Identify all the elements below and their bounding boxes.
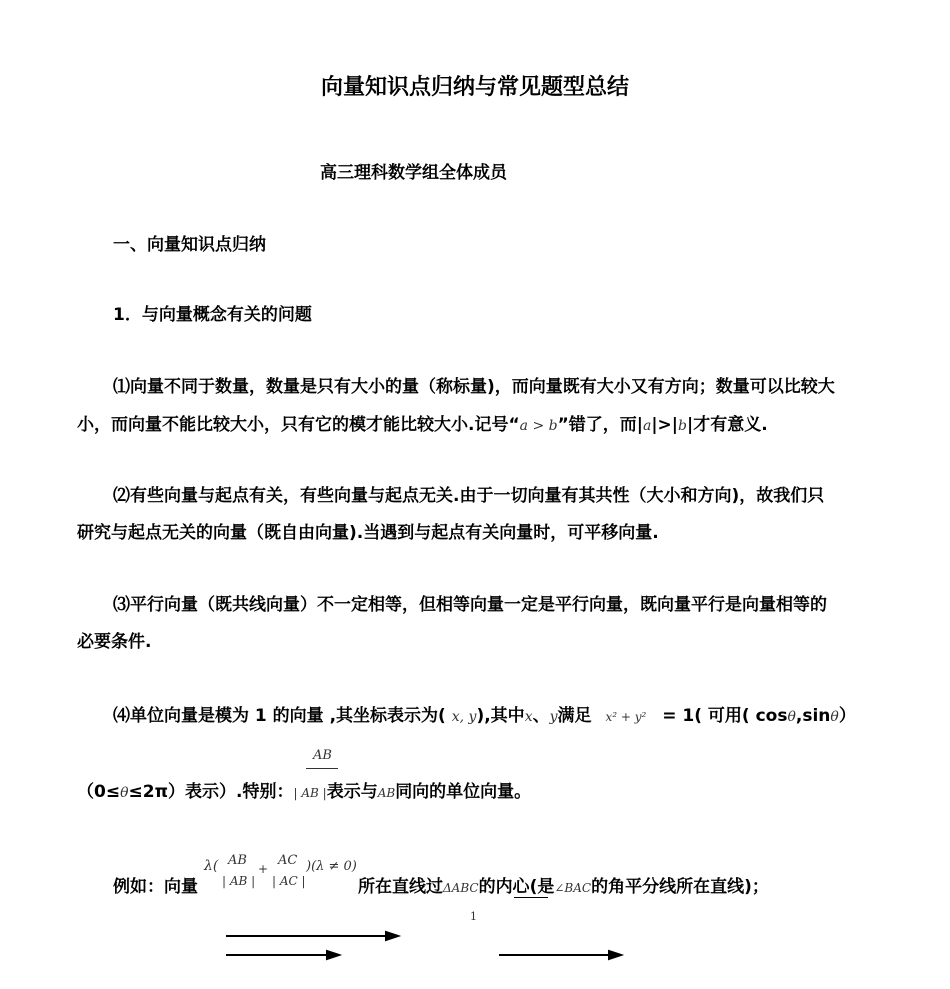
f2-den: | AC | — [272, 874, 306, 888]
p4-line2-c: 表示与 — [326, 782, 378, 802]
p4-text-a: ⑷单位向量是模为 1 的向量 ,其坐标表示为( — [113, 706, 446, 726]
example-text-d: 的角平分线所在直线)； — [591, 877, 769, 897]
math-y: y — [549, 709, 558, 725]
math-b: b — [678, 418, 687, 434]
page-title: 向量知识点归纳与常见题型总结 — [320, 75, 629, 100]
math-x: x — [524, 709, 533, 725]
p4-text-c: 满足 — [557, 706, 592, 726]
lambda: λ( — [204, 858, 219, 874]
f1-den: | AB | — [222, 874, 256, 888]
p4-line2-b: ≤2π）表示）.特别： — [128, 782, 294, 802]
math-sum-squares: x² + y² — [605, 710, 647, 724]
p2-line1: ⑵有些向量与起点有关，有些向量与起点无关.由于一切向量有其共性（大小和方向)，故我们只 — [113, 486, 825, 506]
p1-text-b: ”错了，而| — [557, 415, 643, 435]
example-label: 例如：向量 — [113, 877, 198, 897]
p4-line2-a: （0≤ — [77, 782, 121, 802]
p1-text-a: 小，而向量不能比较大小，只有它的模才能比较大小.记号“ — [77, 415, 520, 435]
p3-line1: ⑶平行向量（既共线向量）不一定相等，但相等向量一定是平行向量，既向量平行是向量相等的 — [113, 595, 827, 615]
p1-text-d: |才有意义. — [686, 415, 768, 435]
unit-frac-den: | AB | — [293, 786, 327, 800]
example-text-c: (是 — [529, 877, 555, 897]
f2-num: AC — [278, 853, 298, 868]
p2-line2: 研究与起点无关的向量（既自由向量).当遇到与起点有关向量时，可平移向量. — [77, 523, 659, 543]
p4-text-f: ） — [838, 706, 856, 726]
example-text-a: 所在直线过 — [358, 877, 443, 897]
math-xy: x, y — [451, 709, 477, 725]
math-ab: AB — [377, 786, 396, 800]
p3-line2: 必要条件. — [77, 632, 152, 652]
p4-text-e: ,sin — [795, 706, 831, 726]
theta-3: θ — [120, 785, 129, 801]
p4-text-d: = 1( 可用( cos — [662, 706, 788, 726]
unit-frac-num: AB — [313, 748, 332, 763]
p4-line2-d: 同向的单位向量。 — [395, 782, 532, 802]
theta-1: θ — [787, 709, 796, 725]
math-a-gt-b: a > b — [519, 418, 558, 434]
p1-line1: ⑴向量不同于数量，数量是只有大小的量（称标量)，而向量既有大小又有方向；数量可以比较大 — [113, 377, 835, 397]
f1-num: AB — [228, 853, 247, 868]
section-heading: 一、向量知识点归纳 — [113, 235, 266, 255]
math-a: a — [642, 418, 652, 434]
author-line: 高三理科数学组全体成员 — [320, 163, 507, 183]
p4-text-b: ),其中 — [476, 706, 525, 726]
theta-2: θ — [830, 709, 839, 725]
lambda-tail: )(λ ≠ 0) — [306, 859, 357, 874]
angle-bac: ∠BAC — [554, 881, 592, 895]
p1-text-c: |>| — [651, 415, 679, 435]
subsection-heading: 1．与向量概念有关的问题 — [113, 305, 312, 325]
plus-sign: + — [258, 862, 269, 876]
incenter-term: 内心 — [495, 877, 530, 897]
page-number: 1 — [470, 910, 477, 923]
triangle-abc: ΔABC — [443, 881, 479, 895]
example-text-b: 的 — [478, 877, 496, 897]
arrow-head-2 — [327, 951, 339, 959]
arrow-head-3 — [609, 951, 621, 959]
arrow-head-1 — [386, 932, 398, 940]
p4-sep: 、 — [532, 706, 550, 726]
